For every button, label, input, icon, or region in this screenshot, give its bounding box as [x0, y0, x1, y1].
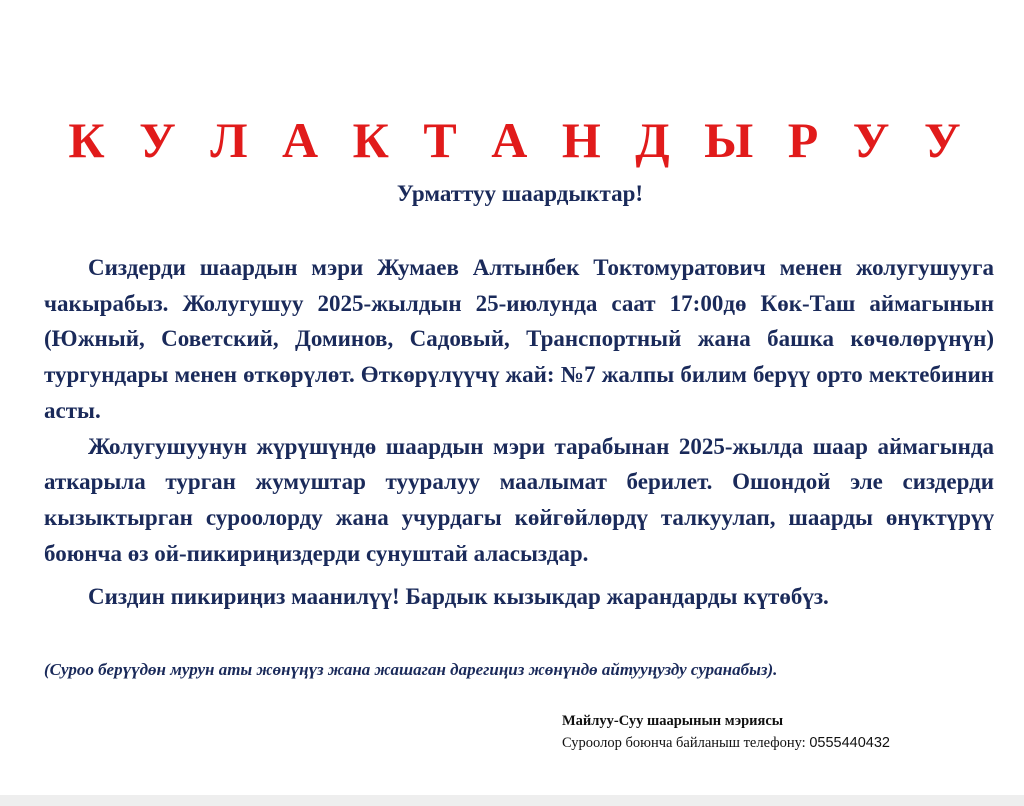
phone-label: Суроолор боюнча байланыш телефону: — [562, 735, 806, 751]
signature-organization: Майлуу-Суу шаарынын мэриясы — [562, 713, 784, 729]
signature-block — [562, 710, 1002, 754]
note-text: (Суроо берүүдөн мурун аты жөнүңүз жана жашаган дарегиңиз жөнүндө айтууңузду суранабыз). — [44, 660, 778, 679]
phone-number: 0555440432 — [809, 735, 890, 751]
announcement-title: К У Л А К Т А Н Д Ы Р У У — [68, 112, 972, 168]
announcement-body — [44, 250, 994, 615]
paragraph-details: Жолугушуунун жүрүшүндө шаардын мэри тарабынан 2025-жылда шаар аймагында аткарыла турган жумуштар тууралуу маалымат берилет. Ошондой эле сиздерди кызыктырган суроолорду жана учурдагы көйгөйлөрдү талкуулап, шаарды өнүктүрүү боюнча өз ой-пикириңиздерди сунуштай аласыздар. — [44, 433, 994, 566]
closing-line: Сиздин пикириңиз маанилүү! Бардык кызыкдар жарандарды күтөбүз. — [88, 584, 829, 610]
greeting: Урматтуу шаардыктар! — [396, 181, 644, 206]
signature-phone-line — [562, 732, 1002, 754]
paragraph-invitation: Сиздерди шаардын мэри Жумаев Алтынбек Токтомуратович менен жолугушууга чакырабыз. Жолугушуу 2025-жылдын 25-июлунда саат 17:00дө Көк-Таш аймагынын (Южный, Советский, Доминов, Садовый, Транспортный жана башка көчөлөрүнүн) тургундары менен өткөрүлөт. Өткөрүлүүчү жай: №7 жалпы билим берүү орто мектебинин асты. — [44, 255, 994, 423]
bottom-strip — [0, 795, 1024, 806]
